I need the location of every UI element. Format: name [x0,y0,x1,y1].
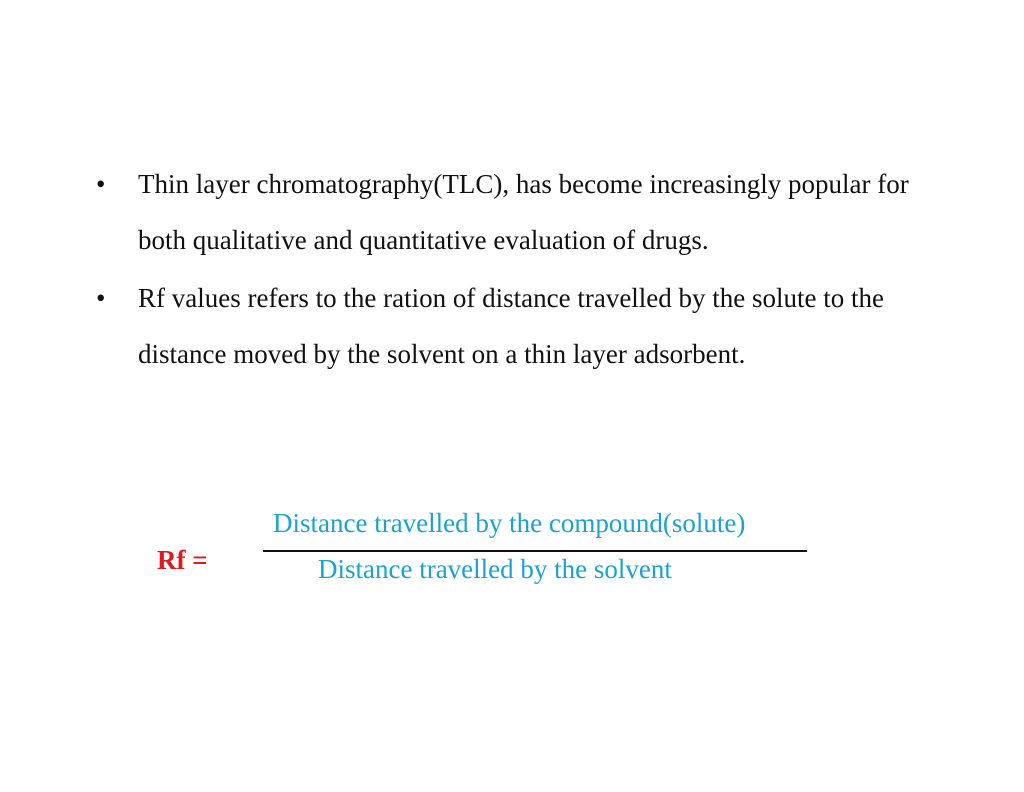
bullet-marker: • [96,169,106,199]
formula-numerator: Distance travelled by the compound(solute) [273,508,746,538]
formula-label: Rf = [157,545,208,575]
bullet-text: Rf values refers to the ration of distance travelled by the solute to the distance moved by the solvent on a thin layer adsorbent. [138,283,885,369]
formula-denominator: Distance travelled by the solvent [318,554,672,584]
bullet-marker: • [96,283,106,313]
bullet-text: Thin layer chromatography(TLC), has become increasingly popular for both qualitative and quantitative evaluation of drugs. [138,169,909,255]
bullet-item-rf-definition [96,270,956,382]
bullet-list [96,156,956,384]
bullet-item-tlc [96,156,956,268]
